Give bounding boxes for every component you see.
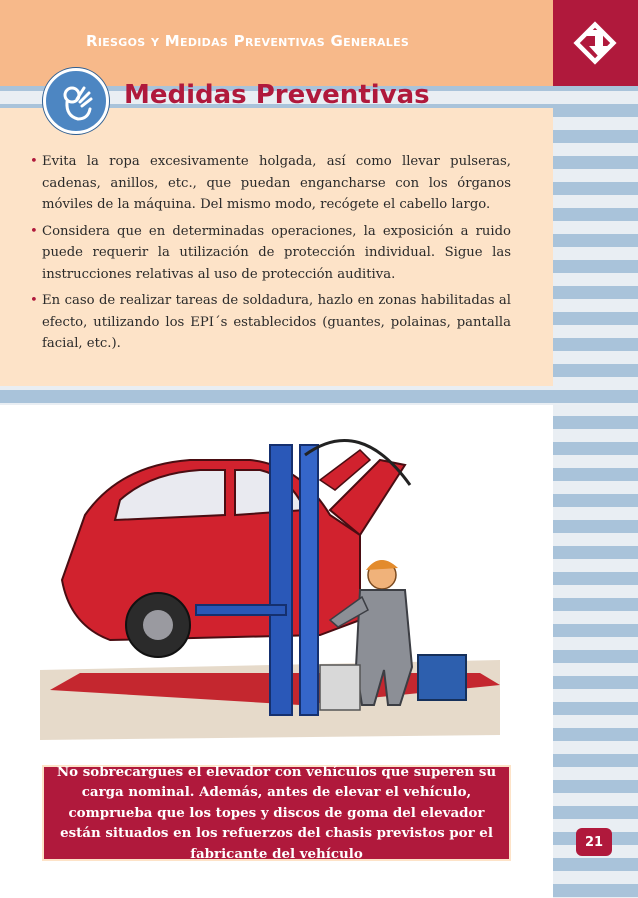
ok-hand-icon [43, 68, 109, 134]
page-number: 21 [576, 828, 612, 856]
list-item: • En caso de realizar tareas de soldadura, hazlo en zonas habilitadas al efecto, utilizando los EPI´s establecidos (guantes, polainas, pantalla facial, etc.). [30, 290, 511, 355]
bullet-icon: • [30, 293, 38, 308]
list-item: • Considera que en determinadas operaciones, la exposición a ruido puede requerir la utilización de protección individual. Sigue las instrucciones relativas al uso de protección auditiva. [30, 221, 511, 286]
bullet-icon: • [30, 154, 38, 169]
bullet-list [30, 151, 511, 360]
header-title: Riesgos y Medidas Preventivas Generales [86, 32, 410, 50]
arrow-logo-icon [553, 0, 638, 86]
car-lift-mechanic-illustration [0, 405, 553, 765]
bullet-icon: • [30, 223, 38, 239]
logo-box [553, 0, 638, 86]
section-title: Medidas Preventivas [124, 80, 430, 110]
warning-caption-text: No sobrecargues el elevador con vehículos que superen su carga nominal. Además, antes de elevar el vehículo, comprueba que los topes y discos de goma del elevador están situados en los refuerzos del chasis previstos por el fabricante del vehículo [56, 763, 497, 862]
warning-caption-box [42, 765, 511, 861]
list-item: • Evita la ropa excesivamente holgada, así como llevar pulseras, cadenas, anillos, etc., que puedan engancharse con los órganos móviles de la máquina. Del mismo modo, recógete el cabello largo. [30, 151, 511, 216]
